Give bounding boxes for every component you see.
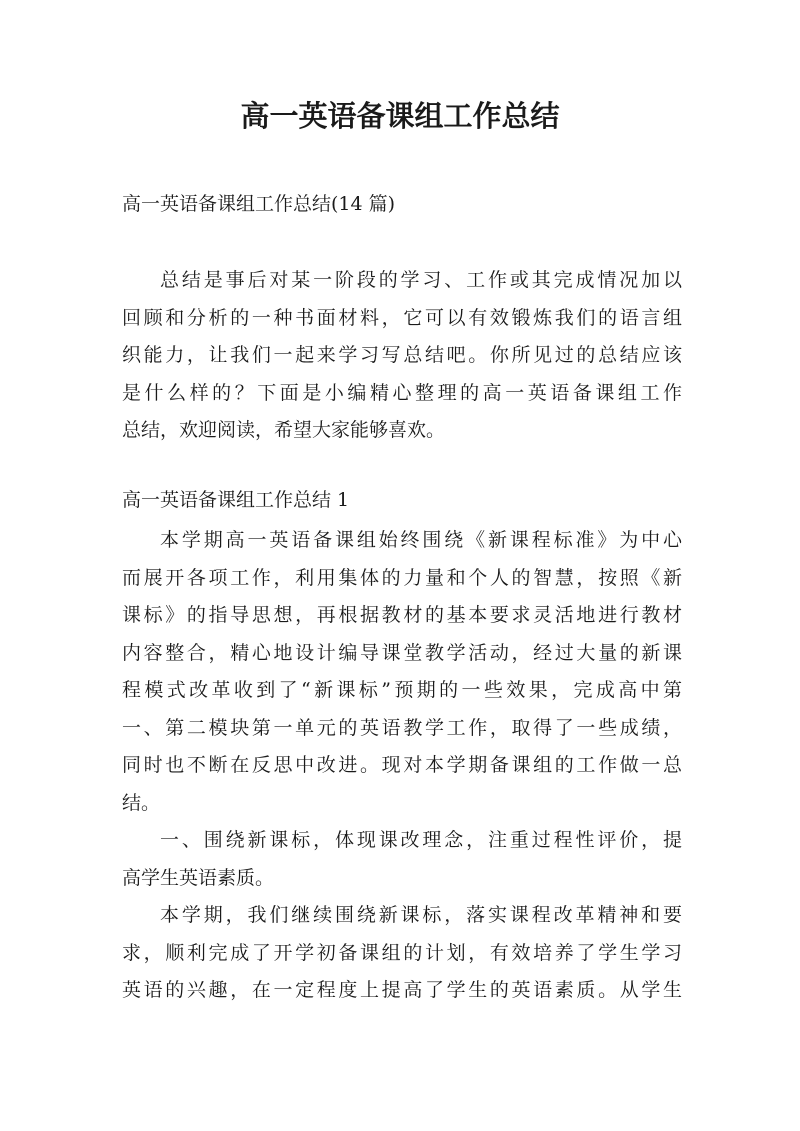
text-line: 本学期，我们继续围绕新课标，落实课程改革精神和要	[160, 904, 682, 926]
text-line: 一、第二模块第一单元的英语教学工作，取得了一些成绩，	[122, 716, 682, 739]
text-line: 总结是事后对某一阶段的学习、工作或其完成情况加以	[160, 269, 682, 291]
section-heading: 高一英语备课组工作总结 1	[122, 489, 350, 511]
text-line: 本学期高一英语备课组始终围绕《新课程标准》为中心	[160, 529, 682, 551]
text-line: 求，顺利完成了开学初备课组的计划，有效培养了学生学习	[122, 941, 682, 964]
text-line: 回顾和分析的一种书面材料，它可以有效锻炼我们的语言组	[122, 306, 682, 329]
text-line: 课标》的指导思想，再根据教材的基本要求灵活地进行教材	[122, 604, 682, 626]
text-line: 内容整合，精心地设计编导课堂教学活动，经过大量的新课	[122, 641, 682, 664]
text-line: 而展开各项工作，利用集体的力量和个人的智慧，按照《新	[122, 566, 682, 589]
text-line: 同时也不断在反思中改进。现对本学期备课组的工作做一总	[122, 754, 682, 776]
text-line: 织能力，让我们一起来学习写总结吧。你所见过的总结应该	[122, 344, 682, 366]
document-title: 高一英语备课组工作总结	[240, 99, 560, 133]
text-line: 结。	[122, 791, 161, 814]
text-line: 程模式改革收到了“新课标”预期的一些效果，完成高中第	[122, 679, 682, 701]
text-line: 总结，欢迎阅读，希望大家能够喜欢。	[122, 419, 446, 441]
intro-paragraph	[122, 262, 682, 450]
text-line: 高学生英语素质。	[122, 866, 275, 889]
section1-paragraph-2	[122, 822, 682, 897]
text-line: 是什么样的？下面是小编精心整理的高一英语备课组工作	[122, 381, 682, 404]
text-line: 英语的兴趣，在一定程度上提高了学生的英语素质。从学生	[122, 979, 682, 1001]
text-line: 一、围绕新课标，体现课改理念，注重过程性评价，提	[160, 829, 682, 851]
section1-paragraph-1	[122, 522, 682, 822]
section1-paragraph-3	[122, 897, 682, 1010]
document-subtitle: 高一英语备课组工作总结(14 篇)	[122, 193, 396, 215]
